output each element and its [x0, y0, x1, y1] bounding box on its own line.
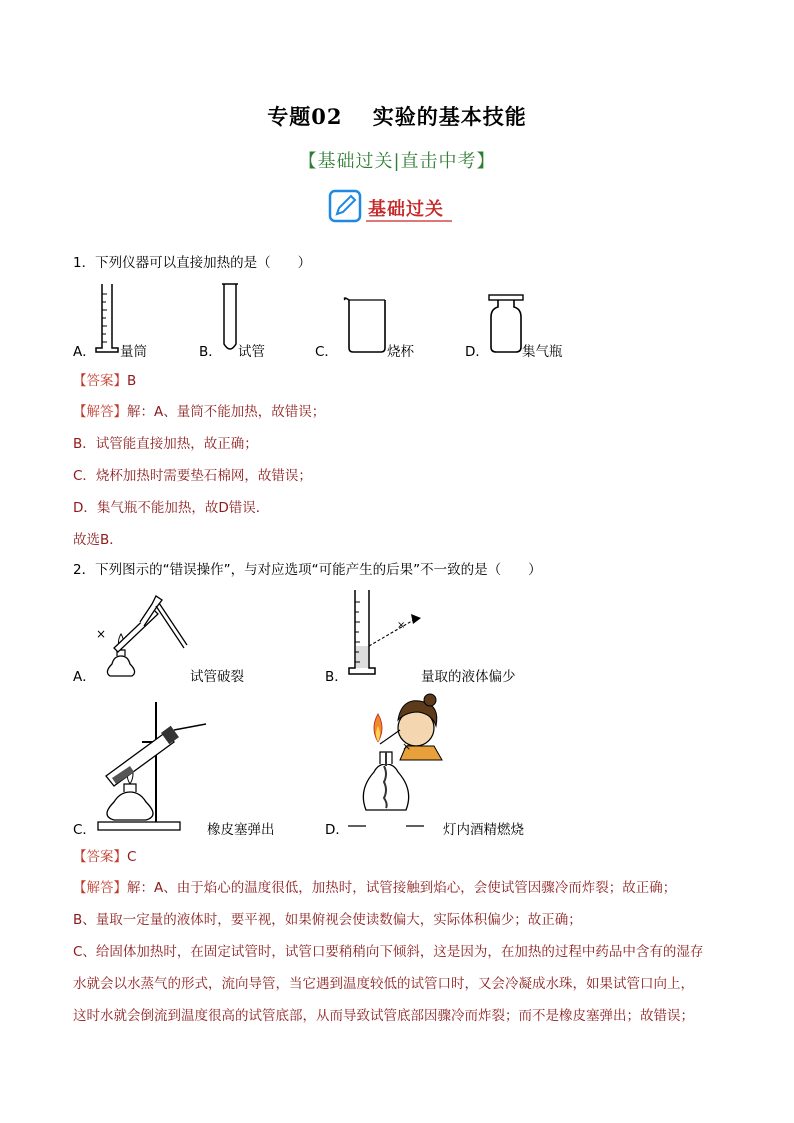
graduated-cylinder-icon: [92, 282, 122, 354]
q2-option-d-label: 灯内酒精燃烧: [443, 822, 524, 838]
q2-answer-value: C: [127, 849, 137, 865]
q2-analysis-line: B、量取一定量的液体时，要平视，如果俯视会使读数偏大，实际体积偏少；故正确；: [73, 912, 582, 928]
page-subtitle: 【基础过关|直击中考】: [298, 151, 496, 172]
q1-option-a-letter: A．: [73, 344, 96, 360]
q1-answer: [73, 369, 136, 389]
q1-answer-tag: 【答案】: [73, 373, 127, 389]
q2-analysis-tag: 【解答】: [73, 880, 127, 896]
q2-option-a-letter: A．: [73, 669, 96, 685]
beaker-icon: [343, 296, 389, 354]
test-tube-icon: [222, 282, 238, 354]
gas-bottle-icon: [488, 293, 524, 355]
q2-analysis-line: [73, 876, 676, 896]
svg-text:×: ×: [397, 620, 406, 631]
q1-analysis-line: B．试管能直接加热，故正确；: [73, 436, 258, 452]
q2-option-c-letter: C．: [73, 822, 96, 838]
q1-option-a-label: 量筒: [120, 344, 147, 360]
q2-analysis-text: 解：A、由于焰心的温度很低，加热时，试管接触到焰心，会使试管因骤冷而炸裂；故正确；: [127, 880, 677, 896]
q1-analysis-line: D．集气瓶不能加热，故D错误．: [73, 500, 270, 516]
q2-option-b-label: 量取的液体偏少: [421, 669, 516, 685]
q1-analysis-line: 故选B．: [73, 532, 123, 548]
q1-analysis-text: 解：A、量筒不能加热，故错误；: [127, 404, 326, 420]
q2-question: 2．下列图示的“错误操作”，与对应选项“可能产生的后果”不一致的是（ ）: [73, 562, 542, 578]
q2-analysis-line: 水就会以水蒸气的形式，流向导管，当它遇到温度较低的试管口时，又会冷凝成水珠，如果试管口向上，: [73, 976, 694, 992]
q1-analysis-line: C．烧杯加热时需要垫石棉网，故错误；: [73, 468, 312, 484]
q2-option-b-letter: B．: [325, 669, 348, 685]
q2-option-a-label: 试管破裂: [190, 669, 244, 685]
q2-option-d-letter: D．: [325, 822, 349, 838]
q2-analysis-line: 这时水就会倒流到温度很高的试管底部，从而导致试管底部因骤冷而炸裂；而不是橡皮塞弹出；故错误；: [73, 1008, 694, 1024]
q2-option-c-label: 橡皮塞弹出: [207, 822, 275, 838]
q1-option-c-label: 烧杯: [387, 344, 414, 360]
q2-answer: [73, 845, 136, 865]
page-title: 专题02 实验的基本技能: [267, 104, 527, 129]
alcohol-lamp-lighting-figure: [348, 690, 448, 834]
solid-heating-apparatus-figure: [90, 698, 210, 834]
q1-option-b-letter: B．: [199, 344, 222, 360]
q1-option-d-label: 集气瓶: [522, 344, 563, 360]
q2-answer-tag: 【答案】: [73, 849, 127, 865]
q1-analysis-line: [73, 400, 325, 420]
q1-option-d-letter: D．: [465, 344, 489, 360]
section-badge-label: 基础过关: [368, 199, 444, 220]
section-badge: [328, 189, 454, 225]
q2-analysis-line: C、给固体加热时，在固定试管时，试管口要稍稍向下倾斜，这是因为，在加热的过程中药品中含有的湿存: [73, 944, 704, 960]
svg-text:×: ×: [96, 627, 107, 641]
q1-analysis-tag: 【解答】: [73, 404, 127, 420]
q1-option-c-letter: C．: [315, 344, 338, 360]
heating-test-tube-figure: [92, 590, 192, 682]
q1-option-b-label: 试管: [238, 344, 265, 360]
q1-question: 1．下列仪器可以直接加热的是（ ）: [73, 255, 312, 271]
q1-answer-value: B: [127, 373, 137, 389]
svg-text:×: ×: [402, 740, 412, 753]
